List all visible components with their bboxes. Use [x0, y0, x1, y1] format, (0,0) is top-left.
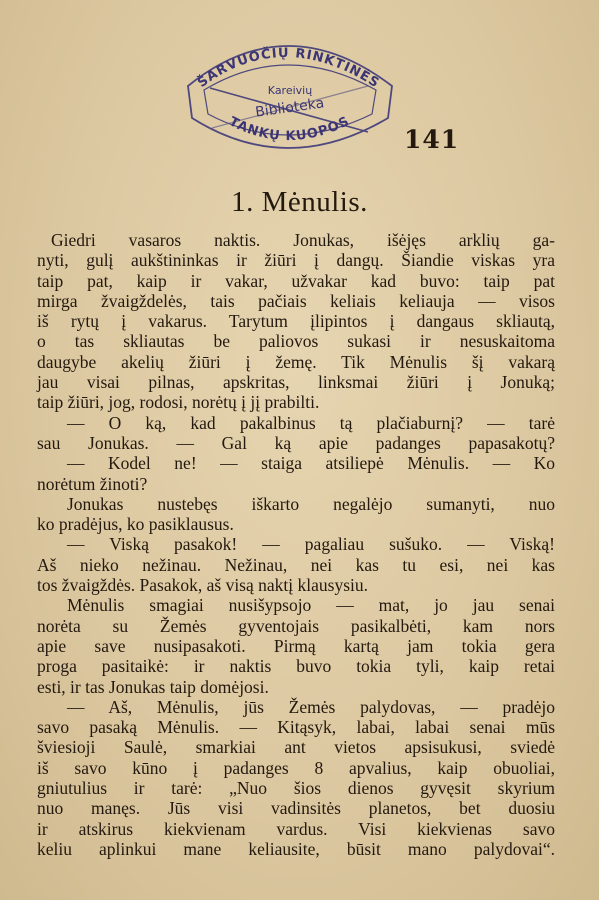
text-line: iš savo kūno į padanges 8 apvalius, kaip obuoliai,	[37, 757, 555, 778]
text-line: — Aš, Mėnulis, jūs Žemės palydovas, — pradėjo	[67, 696, 555, 717]
text-line: apie save nusipasakoti. Pirmą kartą jam tokia gera	[37, 635, 555, 656]
text-line: jau visai pilnas, apskritas, linksmai žiūri į Jonuką;	[37, 372, 555, 393]
text-line: mirga žvaigždelės, tais pačiais keliais keliauja — visos	[37, 290, 555, 311]
text-line: gniutulius ir tarė: „Nuo šios dienos gyvęsit skyrium	[37, 778, 555, 799]
text-line: ko pradėjus, ko pasiklausus.	[37, 514, 234, 535]
stamp-line2: Biblioteka	[254, 95, 326, 121]
text-line: taip pat, kaip ir vakar, užvakar kad buvo: taip pat	[37, 270, 555, 291]
text-line: taip žiūri, jog, rodosi, norėtų į jį prabilti.	[37, 392, 320, 413]
text-line: — Viską pasakok! — pagaliau sušuko. — Viską!	[67, 534, 555, 555]
text-line: keliu aplinkui mane keliausite, būsit mano palydovai“.	[37, 838, 555, 859]
text-line: proga pasitaikė: ir naktis buvo tokia tyli, kaip retai	[37, 656, 555, 677]
text-line: daugybe akelių žiūri į žemę. Tik Mėnulis šį vakarą	[37, 351, 555, 372]
text-line: savo pasaką Mėnulis. — Kitąsyk, labai, labai senai mūs	[37, 717, 555, 738]
text-line: iš rytų į vakarus. Tarytum įlipintos į dangaus skliautą,	[37, 311, 555, 332]
text-line: sau Jonukas. — Gal ką apie padanges papasakotų?	[37, 432, 555, 453]
chapter-title: 1. Mėnulis.	[231, 186, 368, 218]
text-line: tos žvaigždės. Pasakok, aš visą naktį klausysiu.	[37, 575, 368, 596]
body-text	[37, 230, 555, 859]
stamp-bottom-arc: TANKŲ KUOPOS	[226, 113, 353, 145]
text-line: — O ką, kad pakalbinus tą plačiaburnį? — tarė	[67, 412, 555, 433]
stamp-line1: Kareivių	[267, 84, 313, 97]
text-line: esti, ir tas Jonukas taip domėjosi.	[37, 676, 269, 697]
text-line: norėta su Žemės gyventojais pasikalbėti, kam nors	[37, 615, 555, 636]
text-line: norėtum žinoti?	[37, 473, 148, 494]
text-line: o tas skliautas be paliovos sukasi ir nesuskaitoma	[37, 331, 555, 352]
text-line: — Kodel ne! — staiga atsiliepė Mėnulis. — Ko	[67, 453, 555, 474]
text-line: ir atskirus kiekvienam vardus. Visi kiekvienas savo	[37, 818, 555, 839]
text-line: nuo manęs. Jūs visi vadinsitės planetos, bet duosiu	[37, 798, 555, 819]
stamp-top-arc: ŠARVUOČIŲ RINKTINĖS	[195, 45, 383, 92]
text-line: nyti, gulį aukštininkas ir žiūri į dangų. Šiandie viskas yra	[37, 250, 555, 271]
text-line: Giedri vasaros naktis. Jonukas, išėjęs arklių ga-	[51, 230, 555, 250]
text-line: šviesioji Saulė, smarkiai ant vietos apsisukusi, sviedė	[37, 737, 555, 758]
text-line: Jonukas nustebęs iškarto negalėjo sumanyti, nuo	[67, 493, 555, 514]
library-stamp	[182, 40, 397, 158]
text-line: Aš nieko nežinau. Nežinau, nei kas tu esi, nei kas	[37, 554, 555, 575]
text-line: Mėnulis smagiai nusišypsojo — mat, jo jau senai	[67, 595, 555, 616]
page-number: 141	[404, 125, 460, 154]
